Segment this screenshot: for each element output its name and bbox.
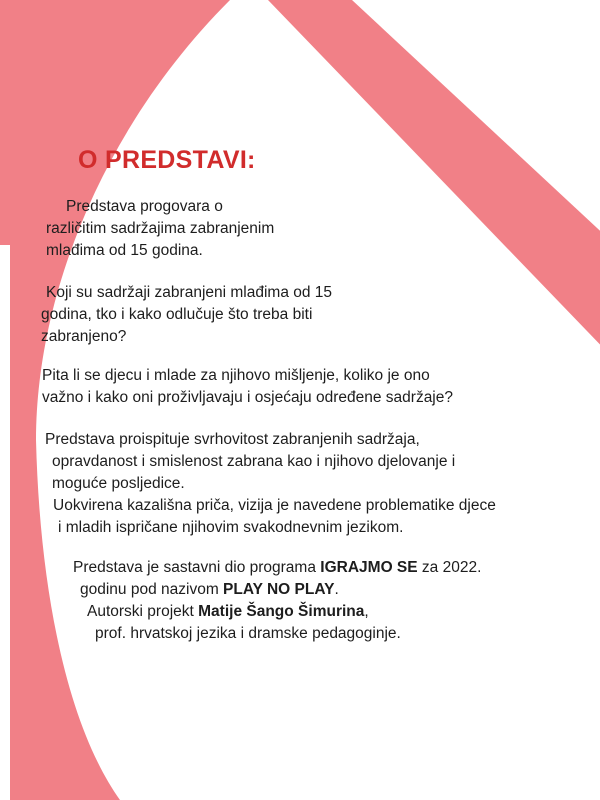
project-name: PLAY NO PLAY [223,581,335,598]
text-line: opravdanost i smislenost zabrana kao i njihovo djelovanje i [52,453,456,470]
author-name: Matije Šango Šimurina [198,603,365,620]
text-line: prof. hrvatskoj jezika i dramske pedagoginje. [95,625,401,642]
text-line: Koji su sadržaji zabranjeni mlađima od 15 [46,284,333,301]
text-line: godina, tko i kako odlučuje što treba biti [41,306,313,323]
text-line: moguće posljedice. [52,475,185,492]
page-title: O PREDSTAVI: [78,146,256,174]
ribbon-diagonal [268,0,600,386]
text-line: Uokvirena kazališna priča, vizija je navedene problematike djece [53,497,496,514]
text-line: mlađima od 15 godina. [46,242,203,259]
text-line: i mladih ispričane njihovim svakodnevnim jezikom. [58,519,404,536]
text-line: Autorski projekt Matije Šango Šimurina, [87,603,369,620]
text-line: važno i kako oni proživljavaju i osjećaju određene sadržaje? [42,389,453,406]
text-line: Predstava proispituje svrhovitost zabranjenih sadržaja, [45,431,420,448]
text-line: Predstava je sastavni dio programa IGRAJMO SE za 2022. [73,559,482,576]
text-line: Pita li se djecu i mlade za njihovo mišljenje, koliko je ono [42,367,430,384]
text-line: različitim sadržajima zabranjenim [46,220,275,237]
program-name: IGRAJMO SE [320,559,418,576]
text-line: godinu pod nazivom PLAY NO PLAY. [80,581,339,598]
text-line: zabranjeno? [41,328,127,345]
text-line: Predstava progovara o [66,198,223,215]
